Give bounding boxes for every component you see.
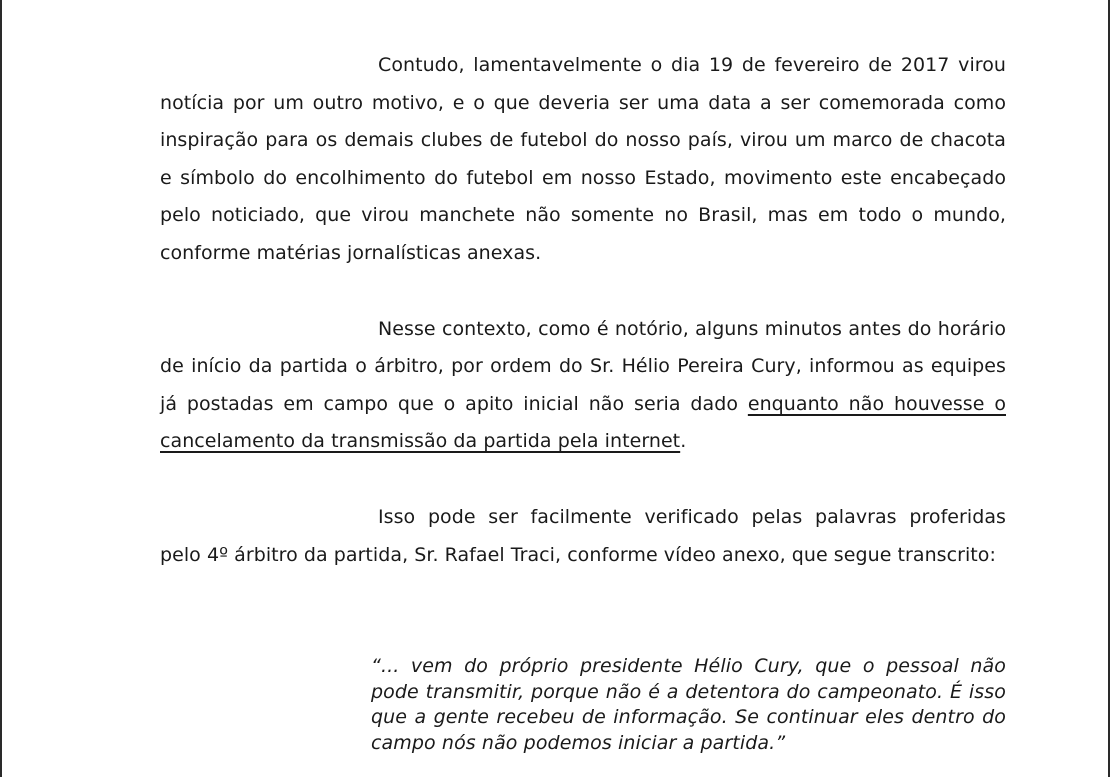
paragraph-2-text: Nesse contexto, como é notório, alguns minutos antes do horário de início da partida o árbitro, por ordem do Sr. Hélio Pereira Cury, informou as equipes já postadas em campo que o apito inicial não seria dado bbox=[160, 317, 1006, 415]
paragraph-2-end: . bbox=[680, 430, 687, 453]
underlined-text: enquanto não houvesse o cancelamento da transmissão da partida pela internet bbox=[160, 392, 1006, 453]
paragraph-3: Isso pode ser facilmente verificado pelas palavras proferidas pelo 4º árbitro da partida, Sr. Rafael Traci, conforme vídeo anexo, que segue transcrito: bbox=[160, 505, 1006, 566]
block-quote: “... vem do próprio presidente Hélio Cury, que o pessoal não pode transmitir, porque não é a detentora do campeonato. É isso que a gente recebeu de informação. Se continuar eles dentro do campo nós não podemos iniciar a partida.” bbox=[371, 655, 1006, 754]
paragraph-2 bbox=[160, 311, 1006, 461]
document-body bbox=[160, 47, 1006, 574]
paragraph-1: Contudo, lamentavelmente o dia 19 de fevereiro de 2017 virou notícia por um outro motivo, e o que deveria ser uma data a ser comemorada como inspiração para os demais clubes de futebol do nosso país, virou um marco de chacota e símbolo do encolhimento do futebol em nosso Estado, movimento este encabeçado pelo noticiado, que virou manchete não somente no Brasil, mas em todo o mundo, conforme matérias jornalísticas anexas. bbox=[160, 54, 1006, 264]
page-left-border bbox=[0, 0, 2, 777]
